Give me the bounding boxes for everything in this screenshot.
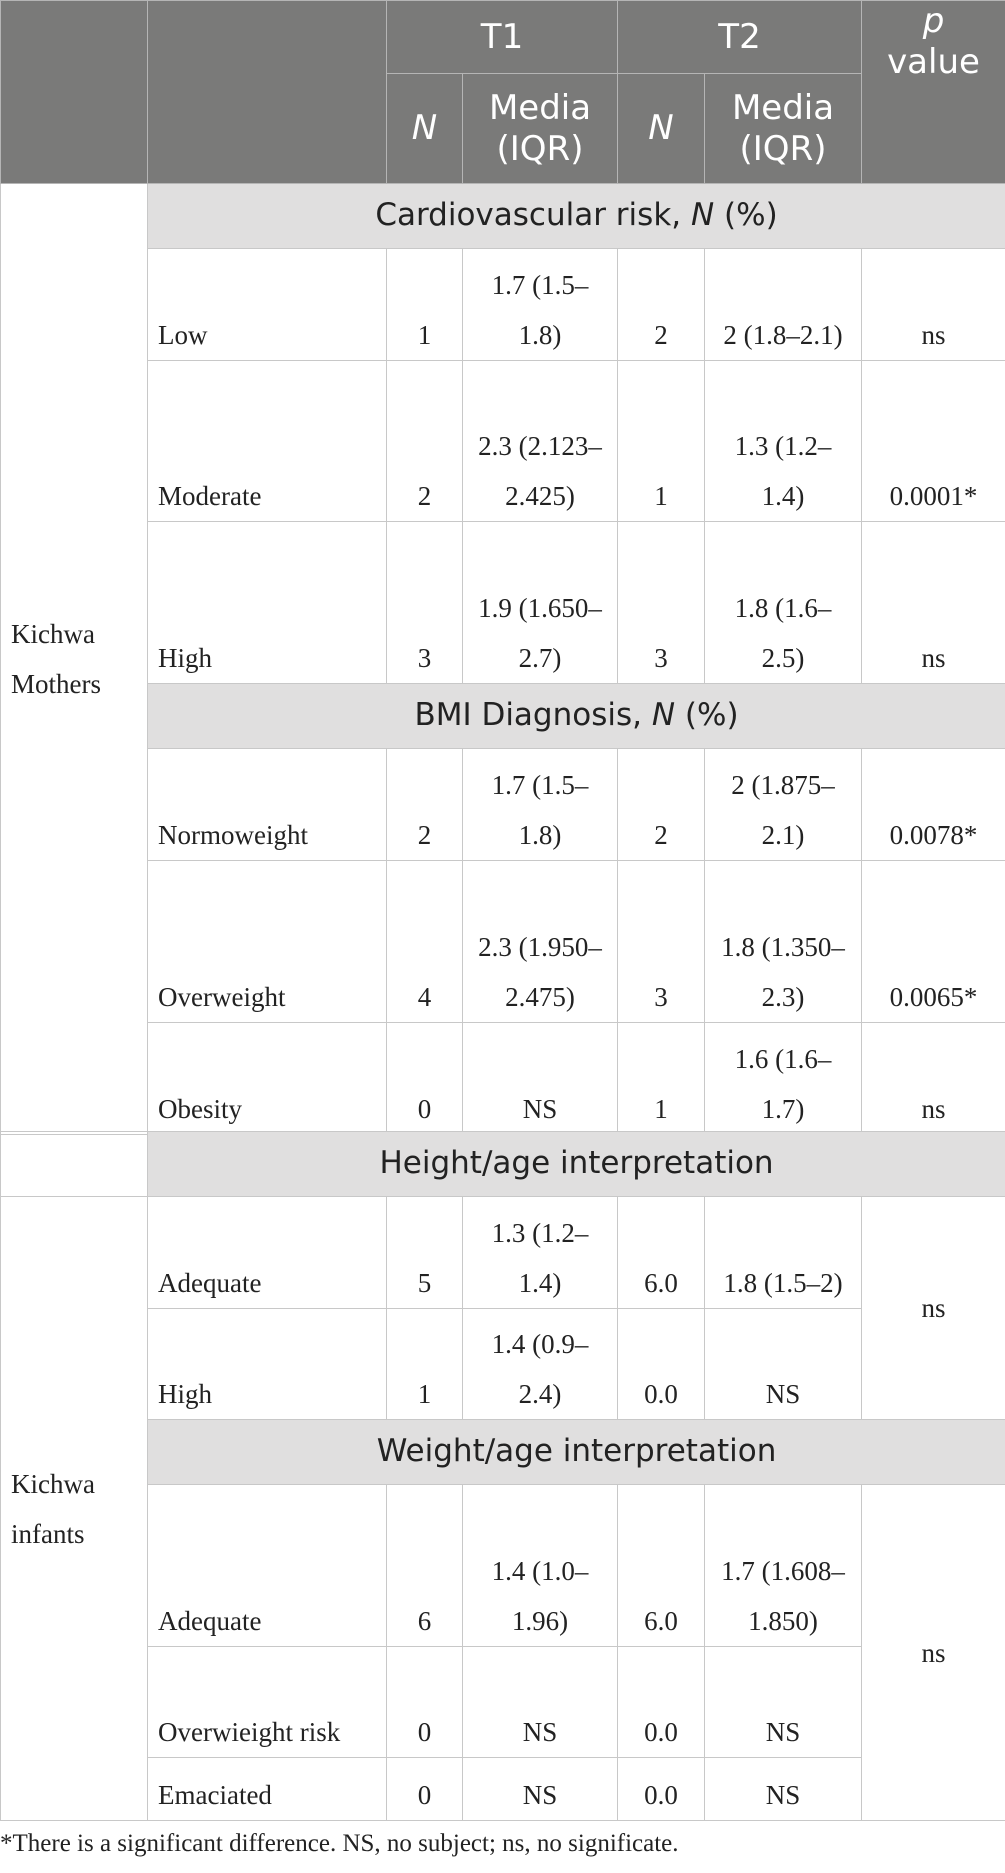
table-cell: NS xyxy=(705,1758,862,1821)
table-cell: Overwieight risk xyxy=(148,1647,387,1758)
table-cell: ns xyxy=(862,249,1005,361)
group-kichwa-mothers: Kichwa Mothers xyxy=(1,184,148,1135)
table-cell: 3 xyxy=(618,522,705,684)
table-cell: 1.9 (1.650–2.7) xyxy=(463,522,618,684)
table-row xyxy=(1,861,1005,1023)
table-cell: 5 xyxy=(387,1197,463,1309)
header-median-t2: Media (IQR) xyxy=(705,74,862,184)
p-value-weight-age: ns xyxy=(862,1485,1005,1821)
table-cell: 1.3 (1.2–1.4) xyxy=(463,1197,618,1309)
table-cell: High xyxy=(148,522,387,684)
table-cell: Adequate xyxy=(148,1485,387,1647)
table-cell: 0.0 xyxy=(618,1758,705,1821)
table-cell: 3 xyxy=(387,522,463,684)
results-table-infants xyxy=(0,1131,1005,1821)
table-cell: 2.3 (1.950–2.475) xyxy=(463,861,618,1023)
table-cell: 0 xyxy=(387,1758,463,1821)
table-cell: 4 xyxy=(387,861,463,1023)
table-row xyxy=(1,1758,1005,1821)
table-cell: NS xyxy=(463,1647,618,1758)
table-cell: 1 xyxy=(387,1309,463,1420)
header-n-t1: N xyxy=(387,74,463,184)
table-cell: 6 xyxy=(387,1485,463,1647)
group-kichwa-infants: Kichwa infants xyxy=(1,1197,148,1821)
section-bmi-diagnosis: BMI Diagnosis, N (%) xyxy=(148,684,1005,749)
table-row xyxy=(1,1197,1005,1309)
table-cell: Obesity xyxy=(148,1023,387,1135)
table-row xyxy=(1,522,1005,684)
table-cell: 3 xyxy=(618,861,705,1023)
table-cell: Low xyxy=(148,249,387,361)
table-cell: Overweight xyxy=(148,861,387,1023)
p-value-height-age: ns xyxy=(862,1197,1005,1420)
table-cell: 0.0 xyxy=(618,1647,705,1758)
table-cell: 1.3 (1.2–1.4) xyxy=(705,361,862,522)
table-row xyxy=(1,1647,1005,1758)
table-cell: 1.7 (1.5–1.8) xyxy=(463,749,618,861)
table-cell: NS xyxy=(705,1309,862,1420)
table-cell: 0 xyxy=(387,1023,463,1135)
table-cell: 1.6 (1.6–1.7) xyxy=(705,1023,862,1135)
table-cell: Moderate xyxy=(148,361,387,522)
table-cell: 0.0065* xyxy=(862,861,1005,1023)
table-cell: 2.3 (2.123–2.425) xyxy=(463,361,618,522)
section-cardiovascular-risk: Cardiovascular risk, N (%) xyxy=(148,184,1005,249)
table-cell: Adequate xyxy=(148,1197,387,1309)
table-cell: 1 xyxy=(387,249,463,361)
table-row xyxy=(1,1023,1005,1135)
header-blank xyxy=(148,1,387,184)
table-cell: 1 xyxy=(618,361,705,522)
table-cell: 0.0078* xyxy=(862,749,1005,861)
table-cell: Normoweight xyxy=(148,749,387,861)
table-cell: 0.0001* xyxy=(862,361,1005,522)
header-n-t2: N xyxy=(618,74,705,184)
header-p-value: p value xyxy=(862,1,1005,184)
table-row xyxy=(1,749,1005,861)
section-height-age: Height/age interpretation xyxy=(148,1132,1005,1197)
table-cell: 1.4 (0.9–2.4) xyxy=(463,1309,618,1420)
table-cell: 1.8 (1.6–2.5) xyxy=(705,522,862,684)
table-cell: NS xyxy=(463,1023,618,1135)
table-cell: 2 xyxy=(618,249,705,361)
header-corner-blank xyxy=(1,1,148,184)
table-cell: 2 (1.875–2.1) xyxy=(705,749,862,861)
table-row xyxy=(1,249,1005,361)
table-row xyxy=(1,1485,1005,1647)
table-cell: 2 xyxy=(387,361,463,522)
header-median-t1: Media (IQR) xyxy=(463,74,618,184)
table-cell: 0.0 xyxy=(618,1309,705,1420)
header-t1: T1 xyxy=(387,1,618,74)
table-cell: ns xyxy=(862,1023,1005,1135)
table-cell: 1.4 (1.0–1.96) xyxy=(463,1485,618,1647)
table-cell: NS xyxy=(705,1647,862,1758)
table-row xyxy=(1,1309,1005,1420)
table-cell: High xyxy=(148,1309,387,1420)
table-cell: 2 (1.8–2.1) xyxy=(705,249,862,361)
table-cell: 1.8 (1.350–2.3) xyxy=(705,861,862,1023)
table-cell: 1.7 (1.5–1.8) xyxy=(463,249,618,361)
table-cell: 2 xyxy=(618,749,705,861)
table-cell: 0 xyxy=(387,1647,463,1758)
table-cell: 6.0 xyxy=(618,1197,705,1309)
table-cell: Emaciated xyxy=(148,1758,387,1821)
table-cell: 1.7 (1.608–1.850) xyxy=(705,1485,862,1647)
section-weight-age: Weight/age interpretation xyxy=(148,1420,1005,1485)
table-cell: ns xyxy=(862,522,1005,684)
table-cell: 1.8 (1.5–2) xyxy=(705,1197,862,1309)
table-cell: 2 xyxy=(387,749,463,861)
table-cell: NS xyxy=(463,1758,618,1821)
table-footnote: *There is a significant difference. NS, no subject; ns, no significate. xyxy=(0,1830,679,1857)
header-t2: T2 xyxy=(618,1,862,74)
table-cell: 1 xyxy=(618,1023,705,1135)
blank-group-cell xyxy=(1,1132,148,1197)
table-cell: 6.0 xyxy=(618,1485,705,1647)
table-row xyxy=(1,361,1005,522)
